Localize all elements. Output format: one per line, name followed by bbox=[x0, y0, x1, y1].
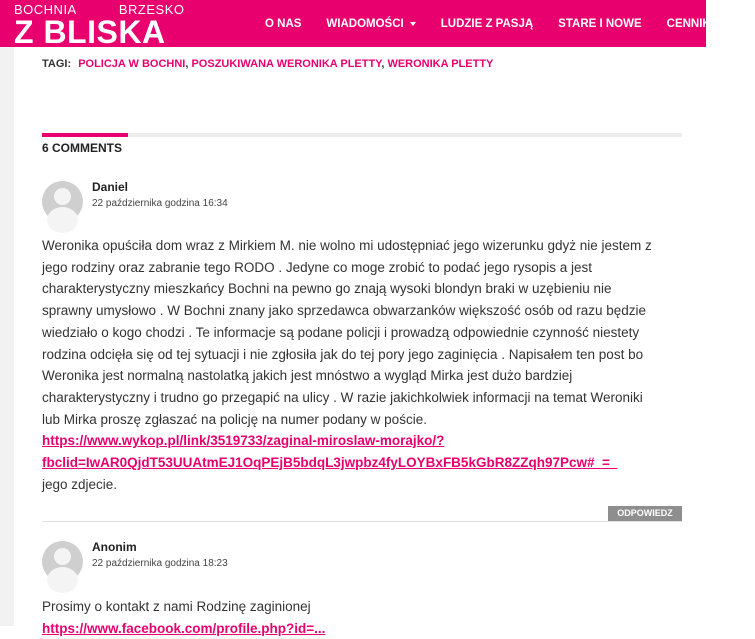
comment-line: lub Mirka proszę zgłaszać na policję na numer podany w poście. bbox=[42, 411, 427, 427]
tag-link[interactable]: WERONIKA PLETTY bbox=[387, 58, 494, 70]
comment-line: charakterystyczny mieszkańcy Bochni na pewno go znają wysoki blondyn braki w uzębieniu nie bbox=[42, 281, 612, 297]
nav-item-wiadomosci[interactable] bbox=[326, 18, 415, 30]
logo-title: Z BLISKA bbox=[14, 14, 166, 50]
post-tags bbox=[42, 58, 493, 70]
nav-label: O NAS bbox=[265, 17, 302, 30]
comment-line: Prosimy o kontakt z nami Rodzinę zaginionej bbox=[42, 599, 311, 614]
comments-divider bbox=[42, 133, 682, 137]
nav-item-ludzie-z-pasja[interactable] bbox=[441, 18, 533, 30]
site-header bbox=[0, 0, 730, 50]
comment-link[interactable]: https://www.facebook.com/profile.php?id=... bbox=[42, 620, 326, 636]
tags-label: TAGI: bbox=[42, 58, 72, 70]
comment-line: charakterystyczny i trudno go przegapić na ulicy . W razie jakichkolwiek informacji na temat Weroniki bbox=[42, 389, 643, 405]
reply-button[interactable]: ODPOWIEDZ bbox=[608, 506, 682, 521]
nav-item-stare-i-nowe[interactable] bbox=[558, 18, 641, 30]
tag-link[interactable]: POLICJA W BOCHNI bbox=[78, 58, 186, 70]
left-gutter bbox=[0, 47, 14, 626]
comment-divider bbox=[42, 521, 682, 522]
logo-city-bochnia: BOCHNIA bbox=[14, 2, 77, 17]
nav-label: LUDZIE Z PASJĄ bbox=[440, 17, 534, 30]
chevron-down-icon bbox=[410, 22, 416, 26]
nav-item-cennik[interactable] bbox=[667, 18, 730, 30]
logo-city-brzesko: BRZESKO bbox=[118, 2, 185, 17]
comments-divider-accent bbox=[42, 133, 128, 137]
site-logo[interactable] bbox=[14, 2, 222, 50]
comment-line: rodzina odcięła się od tej sytuacji i nie zgłosiła jak do tej pory jego zaginięcia . Napisałem ten post bo bbox=[42, 346, 644, 362]
avatar-body bbox=[47, 207, 78, 233]
tag-separator: , bbox=[381, 58, 385, 70]
comment-line: Weronika opuściła dom wraz z Mirkiem M. nie wolno mi udostępniać jego wizerunku gdyż nie jestem z bbox=[42, 238, 652, 253]
comment-link[interactable]: fbclid=IwAR0QjdT53UUAtmEJ1OqPEjB5bdqL3jwpbz4fyLOYBxFB5kGbR8ZZqh97Pcw#_=_ bbox=[42, 455, 618, 471]
comment-body bbox=[42, 235, 682, 495]
comment-body bbox=[42, 596, 682, 639]
user-icon bbox=[54, 188, 71, 205]
avatar bbox=[42, 541, 83, 582]
comments-title: 6 COMMENTS bbox=[42, 141, 123, 155]
comment-author[interactable]: Anonim bbox=[92, 540, 137, 554]
comment-author[interactable]: Daniel bbox=[92, 180, 129, 194]
nav-label: WIADOMOŚCI bbox=[326, 17, 404, 30]
tag-separator: , bbox=[185, 58, 189, 70]
comment-line: jego zdjecie. bbox=[42, 476, 118, 492]
comment-date[interactable]: 22 października godzina 16:34 bbox=[92, 198, 228, 209]
main-nav bbox=[265, 0, 755, 47]
user-icon bbox=[54, 548, 71, 565]
nav-label: CENNIK RE bbox=[666, 17, 730, 30]
avatar bbox=[42, 181, 83, 222]
comment-line: jego rodziny oraz zabranie tego RODO . Jedyne co moge zrobić to podać jego rysopis a jest bbox=[42, 259, 593, 275]
nav-item-o-nas[interactable] bbox=[265, 18, 301, 30]
nav-label: STARE I NOWE bbox=[558, 17, 642, 30]
avatar-body bbox=[47, 567, 78, 593]
comment-line: sprawny umysłowo . W Bochni znany jako sprzedawca obwarzanków większość osób od razu będzie bbox=[42, 303, 647, 319]
comment-line: Weronika jest normalną nastolatką jakich jest mnóstwo a wygląd Mirka jest dużo bardziej bbox=[42, 368, 573, 384]
tag-link[interactable]: POSZUKIWANA WERONIKA PLETTY bbox=[191, 58, 382, 70]
comment-line: wiedziało o kogo chodzi . Te informacje są podane policji i prowadzą odpowiednie czynność niestety bbox=[42, 324, 640, 340]
comment-link[interactable]: https://www.wykop.pl/link/3519733/zaginal-miroslaw-morajko/? bbox=[42, 433, 445, 449]
comment-date[interactable]: 22 października godzina 18:23 bbox=[92, 558, 228, 569]
